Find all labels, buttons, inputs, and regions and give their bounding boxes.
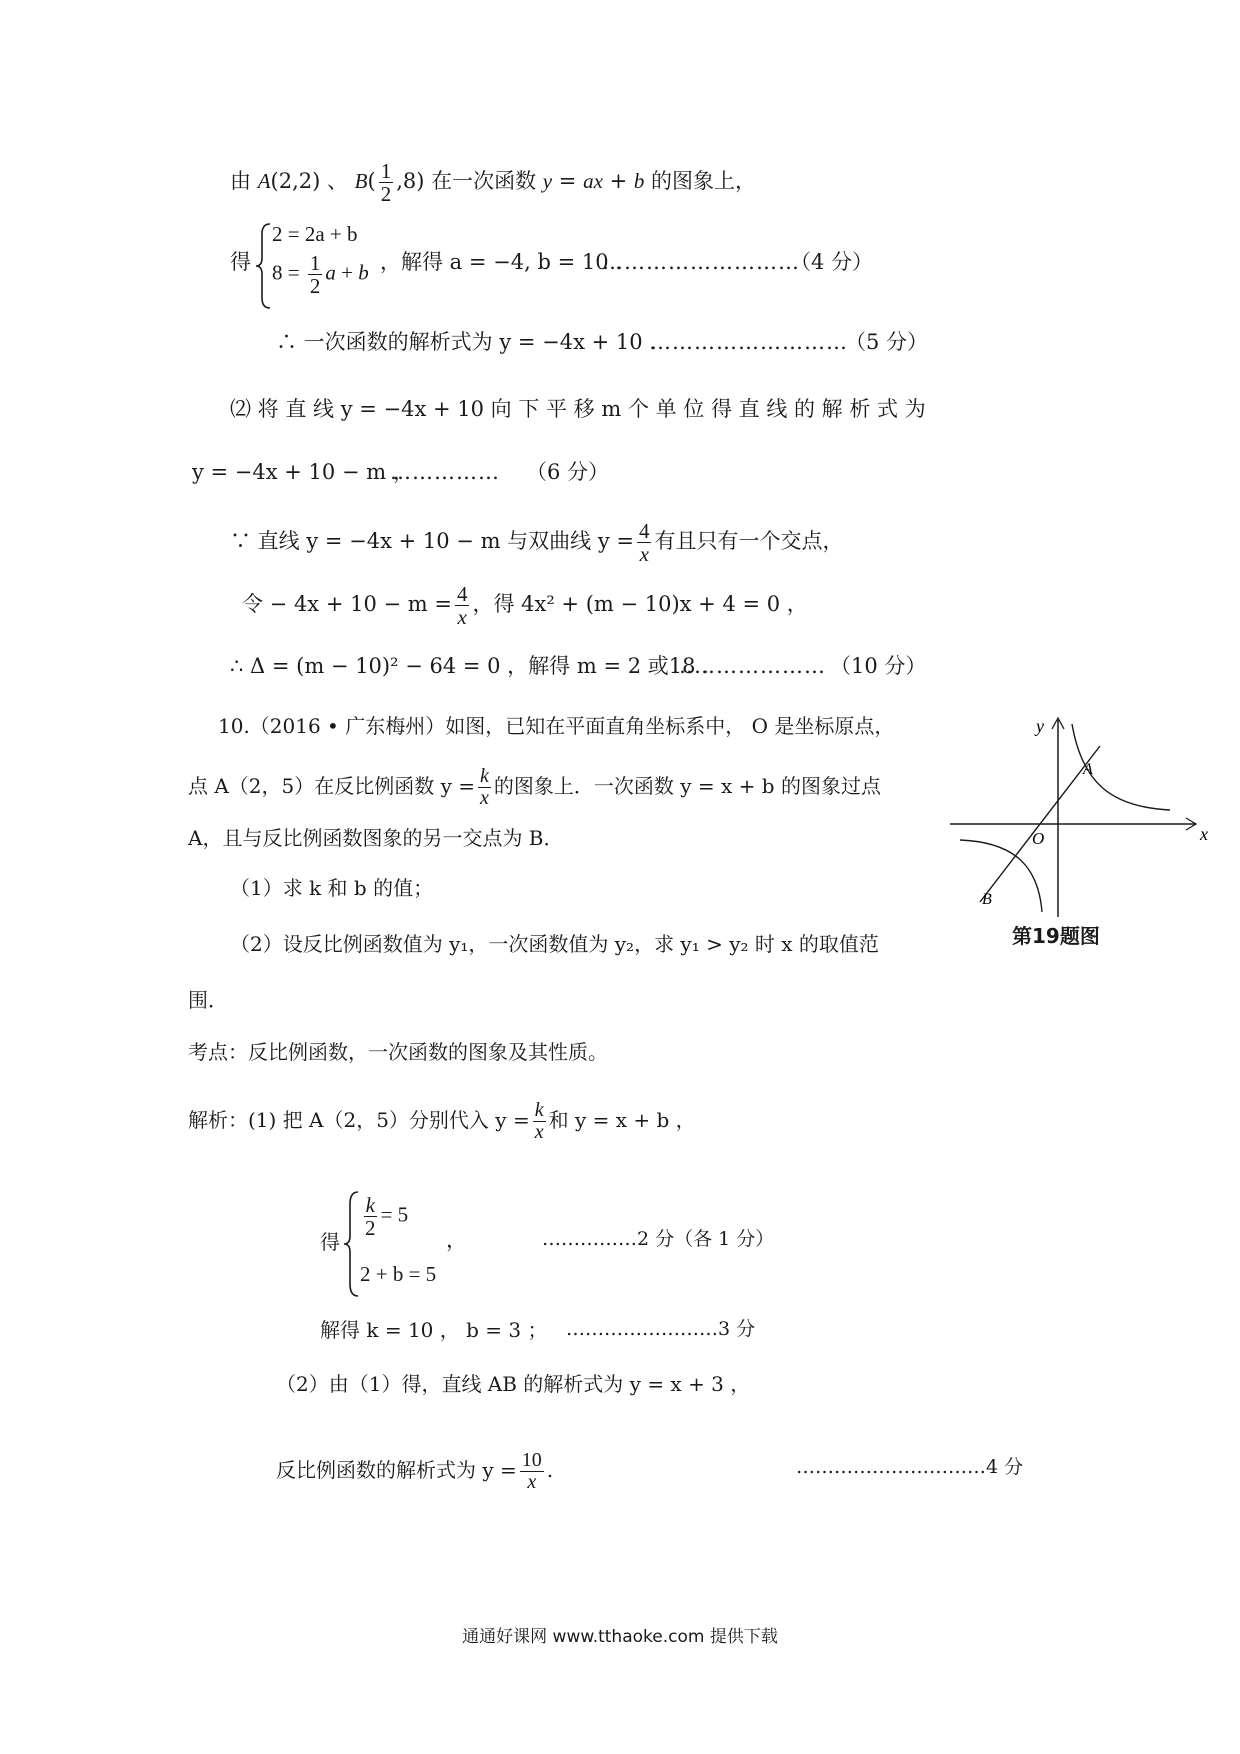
label-b: B [982,891,992,908]
q10-sub2-end: 围． [188,988,228,1012]
line-linear-result: ∴ 一次函数的解析式为 y = −4x + 10 . [276,330,656,354]
label-a: A [1083,761,1093,778]
line-translate: ⑵ 将 直 线 y = −4x + 10 向 下 平 移 m 个 单 位 得 直 线 的 解 析 式 为 [230,397,926,421]
dots-5: ……………………… [650,330,848,354]
line-intersect: ∵ 直线 y = −4x + 10 − m 与双曲线 y = $\frac{4}{x}$ 有且只有一个交点， [230,519,844,567]
score-6: （6 分） [526,460,610,484]
line-translated-eq: y = −4x + 10 − m ， [192,460,414,484]
score-10: （10 分） [830,654,927,678]
coordinate-graph [950,712,1210,922]
system2-comma: ， [446,1228,467,1252]
part2-line2: 反比例函数的解析式为 y = $\frac{10}{x}$ . [276,1449,554,1493]
system2-prefix: 得 [320,1230,340,1254]
line-points-ab: 由 A(2,2) 、 B( $\frac{1}{2}$ ,8) 在一次函数 y = ax + b 的图象上， [230,159,757,207]
hyperbola-branch-2 [960,840,1042,912]
footer: 通通好课网 www.tthaoke.com 提供下载 [462,1627,778,1647]
dots-10: ………………… [672,654,826,678]
line-discriminant: ∴ Δ = (m − 10)² − 64 = 0 ，解得 m = 2 或18 . [230,654,709,678]
score-5: （5 分） [845,330,929,354]
label-x: x [1200,824,1208,844]
kaodian: 考点：反比例函数，一次函数的图象及其性质。 [188,1040,608,1064]
system2-eq1: $\frac{k}{2}$ = 5 [365,1193,409,1241]
q10-sub1: （1）求 k 和 b 的值； [230,876,434,900]
system2-score: ……………2 分（各 1 分） [542,1228,775,1250]
label-y: y [1036,716,1044,736]
system2-eq2: 2 + b = 5 [360,1262,437,1286]
system1-brace [254,222,274,310]
figure-caption: 第19题图 [1012,924,1100,948]
system2-brace [342,1190,362,1298]
sol-kb: 解得 k = 10 ， b = 3 ； [320,1318,548,1342]
sol-kb-score: ……………………3 分 [566,1318,756,1340]
jiexi-line: 解析：(1) 把 A（2，5）分别代入 y = $\frac{k}{x}$ 和 y = x + b ， [188,1099,696,1143]
line-set-equal: 令 − 4x + 10 − m = $\frac{4}{x}$ ，得 4x² + (m − 10)x + 4 = 0 ， [242,582,808,630]
score-4: （4 分） [790,250,874,274]
dots-4: ……………………… [602,250,800,274]
part2-line1: （2）由（1）得，直线 AB 的解析式为 y = x + 3 ， [276,1372,751,1396]
q10-line1: 10.（2016 • 广东梅州）如图，已知在平面直角坐标系中， O 是坐标原点， [218,714,895,738]
dots-6: …………… [390,460,500,484]
system1-solution: ，解得 a = −4, b = 10 . [380,250,622,274]
q10-line3: A，且与反比例函数图象的另一交点为 B． [188,826,564,850]
system1-eq1: 2 = 2a + b [272,222,358,246]
part2-score: …………………………4 分 [796,1456,1024,1478]
label-o: O [1032,829,1045,848]
system1-eq2: 8 = $\frac{1}{2}$ a + b [272,251,369,299]
q10-sub2: （2）设反比例函数值为 y₁，一次函数值为 y₂，求 y₁ > y₂ 时 x 的取值范 [230,932,879,956]
system1-prefix: 得 [230,250,251,274]
q10-line2: 点 A（2，5）在反比例函数 y = $\frac{k}{x}$ 的图象上．一次函数 y = x + b 的图象过点 [188,765,881,809]
